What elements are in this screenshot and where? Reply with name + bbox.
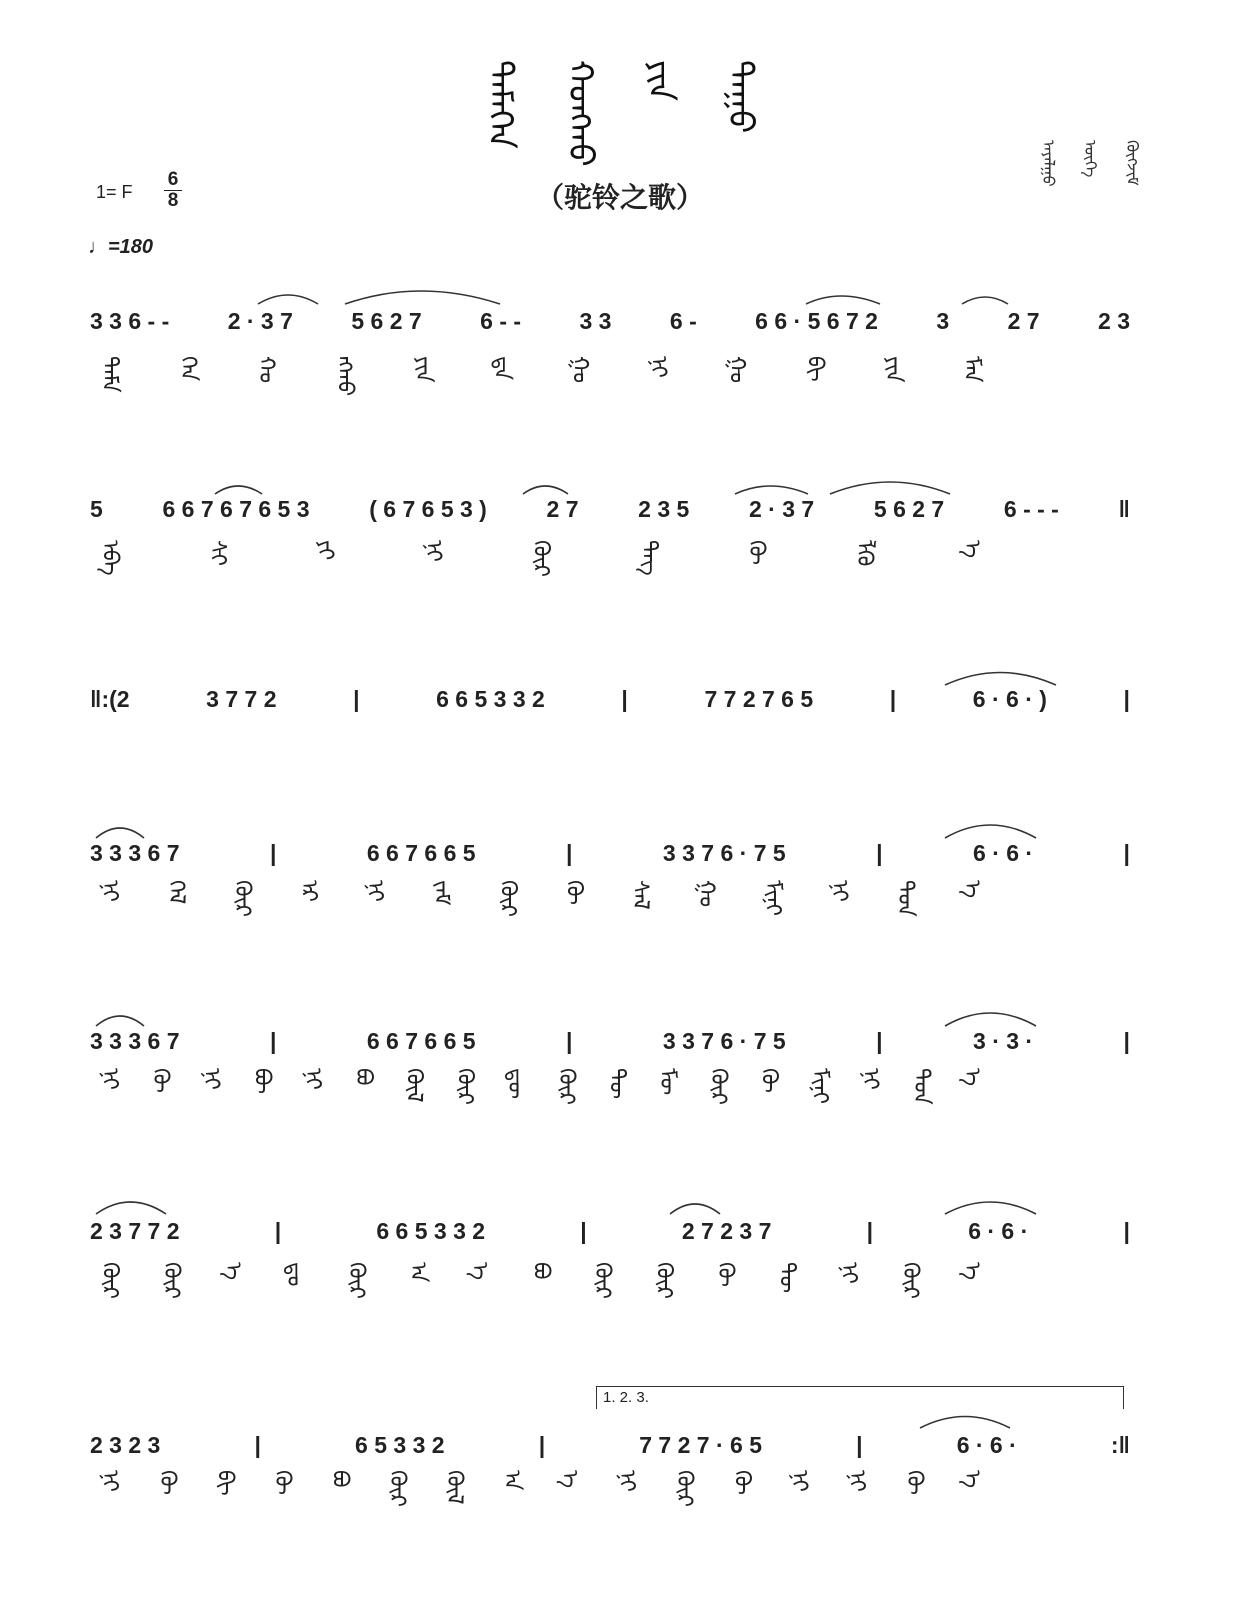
lyric-syllable: ᠬᠦ	[147, 1068, 173, 1093]
lyric-syllable: ᠰᠢ	[204, 540, 230, 567]
lyric-syllable: ᠮᠦ	[654, 1068, 680, 1096]
lyric-syllable: ᠭᠤ	[693, 880, 719, 908]
note-group: 6 · 6 ·	[956, 1431, 1017, 1458]
lyric-syllable: ᠬᠦᠷ	[528, 540, 553, 577]
lyric-syllable: ᠬᠦ	[154, 1470, 180, 1495]
lyric-syllable: ᠬᠦ	[269, 1470, 295, 1495]
note-group: 3	[936, 307, 950, 334]
lyric-syllable: ᠳᠣ	[281, 1262, 307, 1287]
lyric-syllable: ᠭᠣ	[723, 356, 749, 384]
lyric-syllable: ᠳᠣᠨ	[908, 1068, 934, 1105]
slur	[920, 1417, 1010, 1429]
note-group: 6 6 7 6 6 5	[366, 1027, 476, 1054]
slur	[96, 1016, 144, 1026]
lyric-syllable: ᠶᠢᠨ	[410, 356, 436, 383]
lyric-syllable: ᠳᠡᠭ	[635, 540, 661, 576]
note-group: ( 6 7 6 5 3 )	[369, 495, 487, 522]
lyric-syllable: ᠮᠠᠨ	[958, 356, 984, 383]
lyric-syllable: ᠬᠣ	[253, 356, 279, 384]
lyric-syllable: ᠡᠪᠡ	[97, 540, 122, 576]
lyric-syllable: ᠨᠢ	[614, 1470, 640, 1492]
slur	[806, 296, 880, 304]
lyric-syllable: ᠮᠢᠨᠢ	[759, 880, 785, 917]
slur	[945, 1202, 1036, 1214]
lyric-syllable: ᠪᠢ	[211, 1470, 237, 1496]
lyric-syllable: ᠭᠦ	[743, 540, 769, 565]
slur	[735, 486, 808, 494]
lyric-syllable: ᠪᠦ	[249, 1068, 275, 1095]
lyric-syllable: ᠨᠢ	[362, 880, 388, 902]
slur	[830, 482, 950, 494]
lyric-syllable: ᠩᠬᠣ	[332, 356, 358, 397]
lyric-syllable: ᠲᠦ	[604, 1068, 630, 1100]
time-sig-bottom: 8	[167, 190, 179, 211]
lyric-syllable: ᠨᠢ	[97, 1068, 122, 1090]
volta-bracket: 1. 2. 3.	[596, 1386, 1124, 1409]
note-group: 2 · 3 7	[749, 495, 815, 522]
note-group: 7 7 2 7 6 5	[704, 685, 814, 712]
lyric-syllable: ᠬᠦᠷ	[343, 1262, 369, 1299]
note-group: |	[621, 685, 628, 712]
note-group: |	[269, 839, 277, 866]
lyric-syllable: ᠳᠣᠨ	[892, 880, 918, 917]
note-group: |	[274, 1217, 282, 1244]
slur	[945, 673, 1056, 686]
note-group: 3 3	[579, 307, 612, 334]
note-group: |	[889, 685, 897, 712]
note-group: :‖	[1110, 1431, 1130, 1458]
note-group: 6 · 6 ·	[973, 839, 1034, 866]
note-group: |	[353, 685, 360, 712]
note-group: |	[876, 839, 883, 866]
note-group: |	[1123, 839, 1130, 866]
lyric-syllable: ᠡ	[958, 1068, 984, 1087]
lyric-syllable: ᠨᠢ	[198, 1068, 224, 1090]
title-word-1: ᠲᠡᠮᠡᠭᠡᠨ	[480, 60, 520, 149]
slur	[945, 1013, 1036, 1026]
slur	[670, 1204, 720, 1214]
note-group: |	[269, 1027, 277, 1054]
note-group: 6 · 6 ·	[968, 1217, 1029, 1244]
lyric-syllable: ᠭᠤ	[567, 356, 593, 384]
slur	[215, 486, 262, 494]
lyric-syllable: ᠬᠡᠯ	[163, 880, 189, 905]
note-group: ‖	[1118, 495, 1130, 522]
lyric-syllable: ᠨᠢ	[299, 1068, 325, 1090]
note-group: 3 3 7 6 · 7 5	[662, 839, 786, 866]
lyric-syllable: ᠨᠢ	[835, 1262, 861, 1284]
note-group: 6 -	[669, 307, 697, 334]
note-group: 6 6 · 5 6 7 2	[755, 307, 878, 334]
lyric-syllable: ᠬᠦᠷ	[229, 880, 255, 917]
note-group: 2 7 2 3 7	[681, 1217, 772, 1244]
lyric-syllable: ᠬᠦᠷ	[494, 880, 520, 917]
note-group: |	[1123, 1217, 1130, 1244]
author-line-2: ᠦᠭᠡ	[1081, 140, 1100, 178]
author-line-1: ᠠᠶᠠᠯᠭᠤ	[1039, 140, 1058, 187]
note-group: 7 7 2 7 · 6 5	[639, 1431, 762, 1458]
lyric-syllable: ᠬᠦᠯ	[441, 1470, 467, 1505]
tempo-marking: ♩=180	[88, 236, 154, 258]
lyric-syllable: ᠯᠭᠦ	[851, 540, 877, 567]
lyric-syllable: ᠶᠢ	[312, 540, 338, 561]
lyric-syllable: ᠬᠦᠷ	[705, 1068, 731, 1105]
note-group: 6 · 6 · )	[972, 685, 1047, 712]
lyric-syllable: ᠪᠢ	[802, 356, 828, 382]
title-word-3: ᠶᠢᠨ	[640, 60, 680, 102]
lyric-syllable: ᠡ	[466, 1262, 492, 1281]
lyric-syllable: ᠬᠦᠷ	[671, 1470, 697, 1507]
note-group: 6 6 5 3 3 2	[436, 685, 545, 712]
lyric-syllable: ᠵᠠᠮ	[428, 880, 454, 906]
note-group: |	[538, 1431, 546, 1458]
note-group: 6 6 7 6 6 5	[366, 839, 476, 866]
note-group: 2 7	[546, 495, 579, 522]
lyric-syllable: ᠠ	[404, 1262, 430, 1283]
lyric-syllable: ᠠ	[499, 1470, 525, 1491]
lyric-syllable: ᠮᠢᠨᠢ	[806, 1068, 832, 1105]
lyric-syllable: ᠡᠷ	[295, 880, 321, 902]
lyric-syllable: ᠳᠠ	[488, 356, 514, 381]
author-line-3: ᠬᠦᠭᠵᠢᠮ	[1123, 140, 1142, 186]
note-group: |	[866, 1217, 874, 1244]
note-group: 5	[90, 495, 103, 522]
note-group: |	[566, 1027, 573, 1054]
lyric-syllable: ᠬᠦᠷ	[97, 1262, 122, 1299]
lyric-syllable: ᠭᠦ	[561, 880, 587, 905]
note-group: 5 6 2 7	[351, 307, 422, 334]
lyric-syllable: ᠬᠦᠷ	[451, 1068, 477, 1105]
note-group: 2 · 3 7	[227, 307, 293, 334]
slur	[96, 1202, 166, 1214]
key-signature: 1= F	[96, 182, 133, 202]
lyric-syllable: ᠡ	[220, 1262, 246, 1281]
lyric-syllable: ᠭᠡᠨ	[175, 356, 201, 382]
subtitle: （驼铃之歌）	[535, 181, 704, 214]
note-group: |	[1123, 685, 1130, 712]
lyric-syllable: ᠰᠠᠯ	[627, 880, 653, 910]
note-group: ‖:(2	[90, 685, 130, 712]
note-group: 2 3	[1098, 307, 1130, 334]
lyric-syllable: ᠡ	[958, 880, 984, 899]
lyric-syllable: ᠨᠢ	[97, 880, 122, 902]
lyric-syllable: ᠭᠦ	[728, 1470, 754, 1495]
slur	[96, 828, 144, 838]
lyric-syllable: ᠨᠢ	[645, 356, 671, 378]
lyric-syllable: ᠪᠣ	[350, 1068, 376, 1086]
lyric-syllable: ᠡ	[958, 1262, 984, 1281]
note-group: 2 3 2 3	[90, 1431, 161, 1458]
lyric-syllable: ᠨᠢ	[843, 1470, 869, 1492]
lyric-syllable: ᠡ	[958, 1470, 984, 1489]
lyric-syllable: ᠬᠦᠷ	[897, 1262, 923, 1299]
note-group: 6 5 3 3 2	[355, 1431, 445, 1458]
lyric-syllable: ᠨᠢ	[97, 1470, 122, 1492]
slur	[962, 297, 1008, 304]
note-group: 3 3 3 6 7	[90, 1027, 180, 1054]
lyric-syllable: ᠬᠦᠷ	[651, 1262, 677, 1299]
lyric-syllable: ᠲᠦ	[774, 1262, 800, 1294]
note-group: 3 3 3 6 7	[90, 839, 180, 866]
lyric-syllable: ᠪᠣ	[326, 1470, 352, 1488]
lyric-syllable: ᠳᠦ	[502, 1068, 528, 1100]
note-group: 2 3 5	[638, 495, 690, 522]
lyric-syllable: ᠨᠢ	[857, 1068, 883, 1090]
lyric-syllable: ᠨᠢ	[786, 1470, 812, 1492]
lyric-syllable: ᠨᠢ	[420, 540, 446, 562]
lyric-syllable: ᠪᠣ	[527, 1262, 553, 1280]
note-group: |	[580, 1217, 587, 1244]
title-word-2: ᠬᠣᠩᠬᠣ	[560, 60, 600, 167]
note-group: 6 6 5 3 3 2	[376, 1217, 486, 1244]
lyric-syllable: ᠬᠦᠷ	[158, 1262, 184, 1299]
slur	[258, 295, 318, 304]
note-group: |	[254, 1431, 261, 1458]
lyric-syllable: ᠲᠡᠮᠡ	[97, 356, 122, 393]
note-group: 3 3 7 6 · 7 5	[662, 1027, 786, 1054]
note-group: 6 - - -	[1003, 495, 1059, 522]
note-group: |	[566, 839, 573, 866]
lyric-syllable: ᠬᠦᠯ	[401, 1068, 427, 1103]
slur	[945, 825, 1036, 838]
lyric-syllable: ᠨᠢ	[826, 880, 852, 902]
lyric-syllable: ᠬᠦᠷ	[384, 1470, 410, 1507]
lyric-syllable: ᠡ	[556, 1470, 582, 1489]
lyric-syllable: ᠬᠦ	[901, 1470, 927, 1495]
slur	[345, 291, 500, 304]
note-group: 2 7	[1007, 307, 1040, 334]
time-sig-top: 6	[167, 169, 179, 190]
note-group: |	[876, 1027, 883, 1054]
lyric-syllable: ᠬᠦᠷ	[553, 1068, 579, 1105]
slur	[523, 486, 568, 494]
lyric-syllable: ᠶᠢᠨ	[880, 356, 906, 383]
note-group: 5 6 2 7	[873, 495, 945, 522]
note-group: 3 · 3 ·	[973, 1027, 1034, 1054]
lyric-syllable: ᠡ	[959, 540, 984, 559]
note-group: |	[856, 1431, 863, 1458]
lyric-syllable: ᠬᠦ	[712, 1262, 738, 1287]
lyric-syllable: ᠬᠦᠷ	[589, 1262, 615, 1299]
note-group: 3 7 7 2	[206, 685, 277, 712]
note-group: 2 3 7 7 2	[90, 1217, 180, 1244]
note-group: 6 - -	[480, 307, 522, 334]
lyric-syllable: ᠭᠦ	[756, 1068, 782, 1093]
note-group: 6 6 7 6 7 6 5 3	[162, 495, 310, 522]
title-word-4: ᠳᠠᠭᠤ	[720, 60, 760, 134]
note-group: 3 3 6 - -	[90, 307, 170, 334]
note-group: |	[1123, 1027, 1130, 1054]
